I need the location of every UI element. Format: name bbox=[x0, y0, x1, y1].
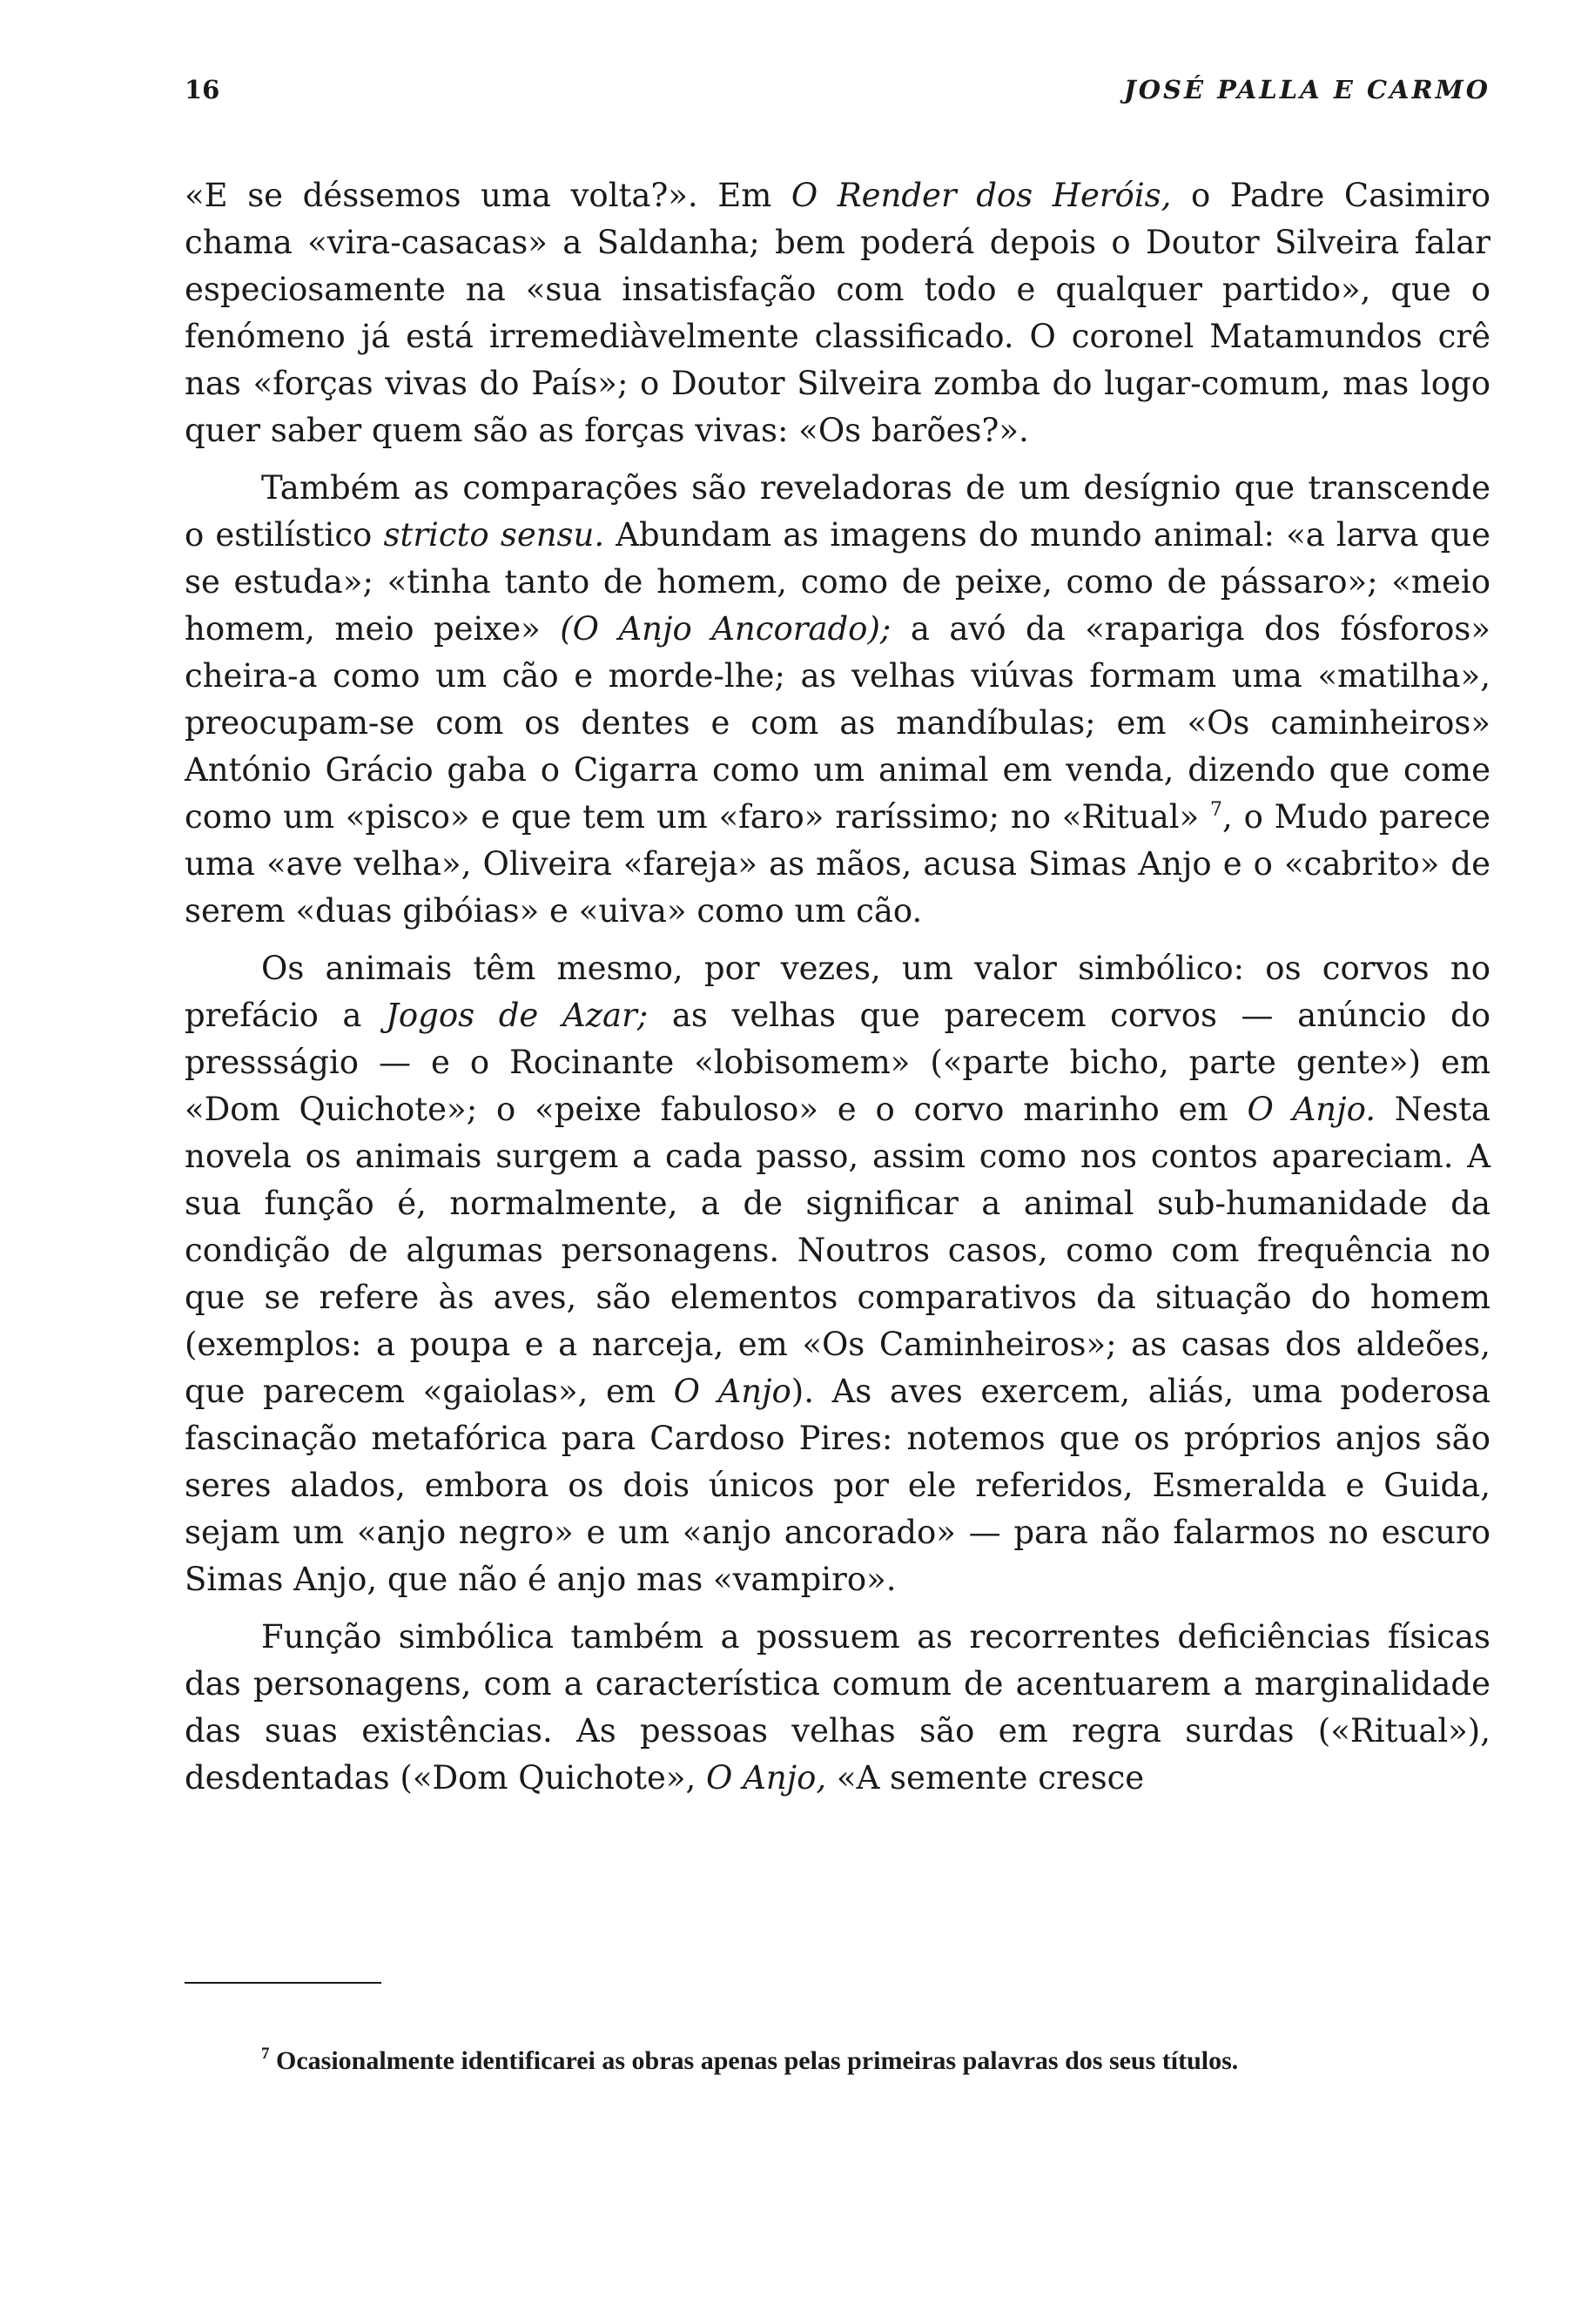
italic-title: O Render dos Heróis, bbox=[791, 177, 1172, 214]
text-segment: ). As aves exercem, aliás, uma poderosa fascinação metafórica para Cardoso Pires: notemos que os próprios anjos são seres alados, embora os dois únicos por ele referidos, Esmeralda e Guida, sejam um «anjo negro» e um «anjo ancorado» — para não falarmos no escuro Simas Anjo, que não é anjo mas «vampiro». bbox=[185, 1373, 1490, 1598]
text-segment: «E se déssemos uma volta?». Em bbox=[185, 177, 791, 214]
footnote-reference[interactable]: 7 bbox=[1210, 799, 1223, 821]
text-segment: Nesta novela os animais surgem a cada passo, assim como nos contos apareciam. A sua função é, normalmente, a de significar a animal sub-humanidade da condição de algumas personagens. Noutros casos, como com frequência no que se refere às aves, são elementos comparativos da situação do homem (exemplos: a poupa e a narceja, em «Os Caminheiros»; as casas dos aldeões, que parecem «gaiolas», em bbox=[185, 1091, 1490, 1410]
text-segment: as velhas que parecem corvos — anúncio do pressságio — e o Rocinante «lobisomem» («parte bicho, parte gente») em «Dom Quichote»; o «peixe fabuloso» e o corvo marinho em bbox=[185, 997, 1491, 1128]
italic-title: (O Anjo Ancorado); bbox=[560, 610, 892, 648]
footnote-divider bbox=[185, 1982, 381, 1984]
paragraph bbox=[185, 465, 1490, 935]
italic-title: O Anjo, bbox=[706, 1759, 827, 1797]
text-segment: Os animais têm mesmo, por vezes, um valor simbólico: os corvos no prefácio a bbox=[185, 950, 1490, 1034]
italic-title: Jogos de Azar; bbox=[386, 997, 649, 1034]
text-segment: a avó da «rapariga dos fósforos» cheira-a como um cão e morde-lhe; as velhas viúvas formam uma «matilha», preocupam-se com os dentes e com as mandíbulas; em «Os caminheiros» António Grácio gaba o Cigarra como um animal em venda, dizendo que come como um «pisco» e que tem um «faro» raríssimo; no «Ritual» bbox=[185, 610, 1491, 836]
paragraph bbox=[185, 1614, 1490, 1802]
text-segment: Abundam as imagens do mundo animal: «a larva que se estuda»; «tinha tanto de homem, como de peixe, como de pássaro»; «meio homem, meio peixe» bbox=[185, 516, 1490, 648]
paragraph bbox=[185, 945, 1490, 1603]
footnote-marker: 7 bbox=[261, 2045, 270, 2063]
italic-title: O Anjo. bbox=[1247, 1091, 1376, 1128]
italic-term: stricto sensu. bbox=[383, 516, 605, 554]
footnote bbox=[185, 2044, 1490, 2079]
page-header bbox=[185, 75, 1490, 110]
text-segment: Função simbólica também a possuem as recorrentes deficiências físicas das personagens, com a característica comum de acentuarem a marginalidade das suas existências. As pessoas velhas são em regra surdas («Ritual»), desdentadas («Dom Quichote», bbox=[185, 1618, 1490, 1797]
text-segment: o Padre Casimiro chama «vira-casacas» a Saldanha; bem poderá depois o Doutor Silveira falar especiosamente na «sua insatisfação com todo e qualquer partido», que o fenómeno já está irremediàvelmente classificado. O coronel Matamundos crê nas «forças vivas do País»; o Doutor Silveira zomba do lugar-comum, mas logo quer saber quem são as forças vivas: «Os barões?». bbox=[185, 177, 1490, 449]
running-head: JOSÉ PALLA E CARMO bbox=[1124, 75, 1490, 104]
text-segment: , o Mudo parece uma «ave velha», Oliveira «fareja» as mãos, acusa Simas Anjo e o «cabrito» de serem «duas gibóias» e «uiva» como um cão. bbox=[185, 798, 1490, 930]
italic-title: O Anjo bbox=[673, 1373, 791, 1410]
body-text bbox=[185, 172, 1490, 1812]
footnote-text: Ocasionalmente identificarei as obras apenas pelas primeiras palavras dos seus títulos. bbox=[269, 2046, 1239, 2075]
paragraph bbox=[185, 172, 1490, 454]
footnotes bbox=[185, 2044, 1490, 2079]
text-segment: «A semente cresce bbox=[826, 1759, 1145, 1797]
text-segment: Também as comparações são reveladoras de um desígnio que transcende o estilístico bbox=[185, 469, 1490, 554]
page-number: 16 bbox=[185, 75, 220, 104]
